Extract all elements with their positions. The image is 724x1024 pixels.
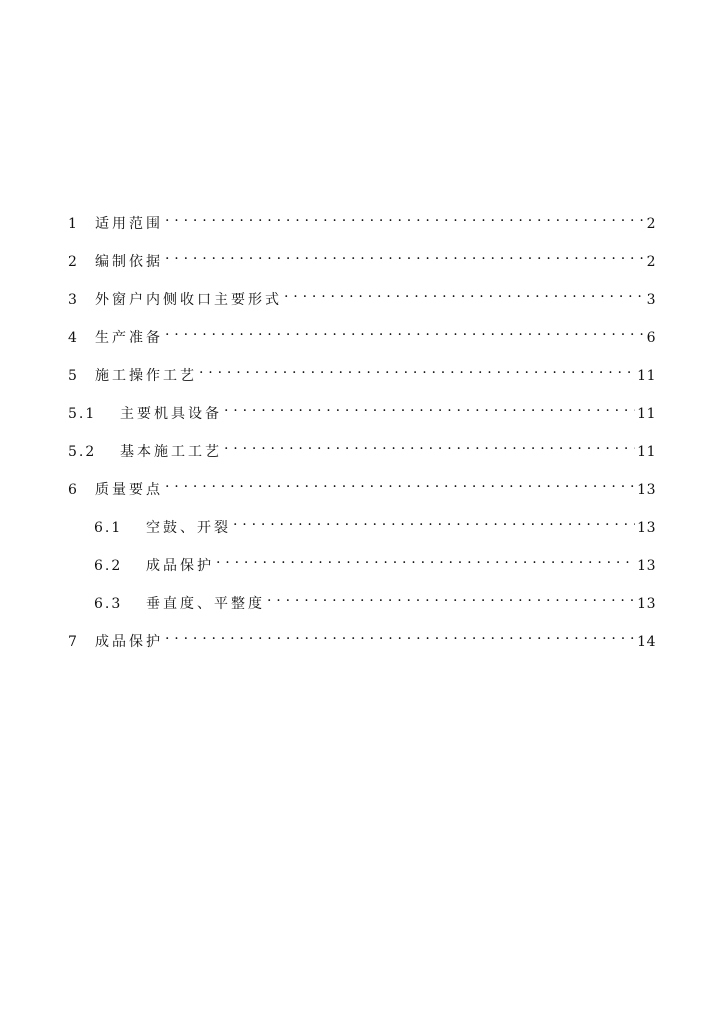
toc-leader-dots — [165, 624, 635, 646]
toc-title: 质量要点 — [95, 482, 163, 498]
toc-number: 2 — [68, 254, 79, 270]
toc-title: 垂直度、平整度 — [146, 596, 265, 612]
toc-number: 5 — [68, 368, 79, 384]
toc-number: 7 — [68, 634, 79, 650]
toc-leader-dots — [165, 206, 645, 228]
toc-entry-4[interactable] — [68, 320, 656, 358]
toc-number: 6.1 — [94, 520, 123, 536]
toc-entry-3[interactable] — [68, 282, 656, 320]
toc-leader-dots — [224, 434, 635, 456]
toc-leader-dots — [233, 510, 635, 532]
toc-title: 成品保护 — [95, 634, 163, 650]
toc-leader-dots — [165, 244, 645, 266]
toc-page-number: 13 — [637, 558, 656, 574]
toc-entry-5-1[interactable] — [68, 396, 656, 434]
toc-number: 4 — [68, 330, 79, 346]
toc-page-number: 14 — [637, 634, 656, 650]
toc-title: 编制依据 — [95, 254, 163, 270]
toc-leader-dots — [224, 396, 635, 418]
toc-number: 6.2 — [94, 558, 123, 574]
toc-leader-dots — [216, 548, 635, 570]
toc-number: 5.2 — [68, 444, 97, 460]
toc-number: 6 — [68, 482, 79, 498]
toc-number: 6.3 — [94, 596, 123, 612]
toc-entry-6-3[interactable] — [68, 586, 656, 624]
toc-page-number: 3 — [646, 292, 656, 308]
toc-page-number: 11 — [637, 406, 656, 422]
toc-title: 生产准备 — [95, 330, 163, 346]
toc-page-number: 11 — [637, 368, 656, 384]
toc-entry-5[interactable] — [68, 358, 656, 396]
toc-entry-6-1[interactable] — [68, 510, 656, 548]
toc-leader-dots — [267, 586, 635, 608]
toc-title: 施工操作工艺 — [95, 368, 197, 384]
toc-page-number: 13 — [637, 520, 656, 536]
toc-title: 外窗户内侧收口主要形式 — [95, 292, 282, 308]
toc-leader-dots — [165, 320, 645, 342]
toc-entry-6-2[interactable] — [68, 548, 656, 586]
toc-page-number: 6 — [646, 330, 656, 346]
toc-page-number: 2 — [646, 216, 656, 232]
toc-number: 3 — [68, 292, 79, 308]
toc-page-number: 13 — [637, 482, 656, 498]
toc-page-number: 2 — [646, 254, 656, 270]
toc-title: 成品保护 — [146, 558, 214, 574]
table-of-contents — [68, 206, 656, 662]
toc-title: 适用范围 — [95, 216, 163, 232]
toc-title: 空鼓、开裂 — [146, 520, 231, 536]
toc-number: 1 — [68, 216, 79, 232]
toc-entry-1[interactable] — [68, 206, 656, 244]
toc-entry-6[interactable] — [68, 472, 656, 510]
toc-page-number: 11 — [637, 444, 656, 460]
toc-entry-7[interactable] — [68, 624, 656, 662]
toc-entry-2[interactable] — [68, 244, 656, 282]
toc-leader-dots — [199, 358, 635, 380]
toc-leader-dots — [165, 472, 635, 494]
toc-title: 基本施工工艺 — [120, 444, 222, 460]
toc-page-number: 13 — [637, 596, 656, 612]
toc-entry-5-2[interactable] — [68, 434, 656, 472]
toc-title: 主要机具设备 — [120, 406, 222, 422]
toc-number: 5.1 — [68, 406, 97, 422]
toc-leader-dots — [284, 282, 645, 304]
